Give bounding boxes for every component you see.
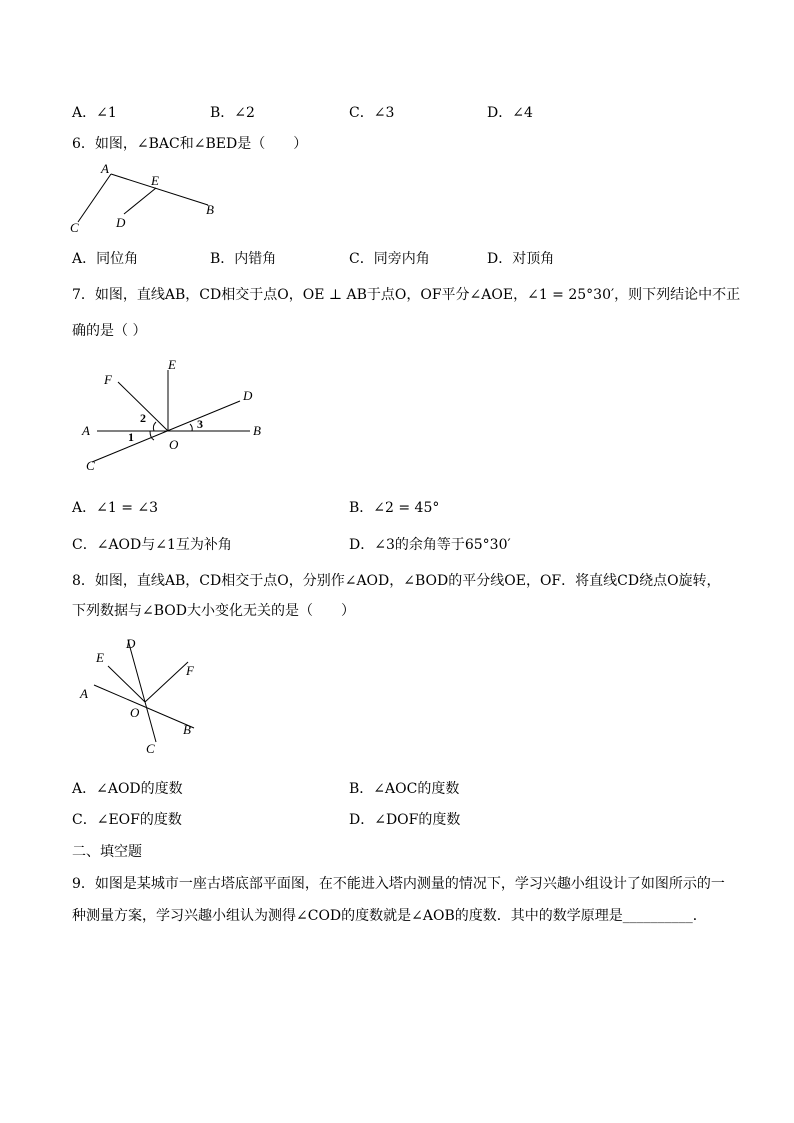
q7-stem-line2: 确的是（ ） xyxy=(72,323,147,339)
q7-label-e: E xyxy=(168,357,176,372)
q6-label-a: A xyxy=(101,161,109,176)
q8-option-a: A．∠AOD的度数 xyxy=(72,781,183,797)
q6-line-ab xyxy=(111,174,208,205)
q5-option-a: A．∠1 xyxy=(72,105,117,121)
q7-arc-1 xyxy=(150,431,154,440)
q6-option-a: A．同位角 xyxy=(72,251,139,267)
q8-label-o: O xyxy=(130,705,140,720)
q8-line-cd xyxy=(128,640,156,742)
q6-label-b: B xyxy=(206,202,214,217)
q9-line1: 9．如图是某城市一座古塔底部平面图，在不能进入塔内测量的情况下，学习兴趣小组设计了如图所示的一 xyxy=(72,876,725,892)
q6-option-b: B．内错角 xyxy=(210,251,277,267)
q7-label-3: 3 xyxy=(197,417,203,431)
q6-label-c: C xyxy=(70,220,79,235)
q8-stem-line1: 8．如图，直线AB，CD相交于点O，分别作∠AOD，∠BOD的平分线OE，OF．将直线CD绕点O旋转， xyxy=(72,573,721,589)
q7-option-c: C．∠AOD与∠1互为补角 xyxy=(72,537,232,553)
q8-option-c: C．∠EOF的度数 xyxy=(72,812,182,828)
q8-label-f: F xyxy=(186,663,194,678)
q8-figure xyxy=(72,630,222,762)
q8-label-e: E xyxy=(96,650,104,665)
q7-arc-3 xyxy=(190,424,192,431)
q7-option-d: D．∠3的余角等于65°30′ xyxy=(349,537,511,553)
q8-option-b: B．∠AOC的度数 xyxy=(349,781,460,797)
q7-label-1: 1 xyxy=(128,430,134,444)
q6-figure xyxy=(60,158,230,240)
q6-line-ed xyxy=(124,188,156,214)
q7-stem-line1: 7．如图，直线AB，CD相交于点O，OE ⊥ AB于点O，OF平分∠AOE，∠1 = 25°30′，则下列结论中不正 xyxy=(72,287,741,303)
q6-line-ac xyxy=(78,174,111,222)
q6-stem: 6．如图，∠BAC和∠BED是（ ） xyxy=(72,136,308,152)
q5-option-c: C．∠3 xyxy=(349,105,395,121)
q7-label-f: F xyxy=(104,372,112,387)
q5-option-b: B．∠2 xyxy=(210,105,255,121)
q5-option-d: D．∠4 xyxy=(487,105,533,121)
q7-label-2: 2 xyxy=(140,411,146,425)
q7-figure xyxy=(72,352,282,477)
q8-line-ab xyxy=(94,685,194,728)
q8-stem-line2: 下列数据与∠BOD大小变化无关的是（ ） xyxy=(72,603,355,619)
q7-label-b: B xyxy=(253,423,261,438)
q7-label-d: D xyxy=(243,388,253,403)
section-title-fill-in: 二、填空题 xyxy=(72,844,142,860)
q7-label-c: C xyxy=(86,458,95,473)
q7-option-a: A．∠1 = ∠3 xyxy=(72,500,159,516)
q7-label-o: O xyxy=(169,437,179,452)
q8-label-d: D xyxy=(126,636,136,651)
q8-option-d: D．∠DOF的度数 xyxy=(349,812,461,828)
q8-label-c: C xyxy=(146,741,155,756)
q6-label-e: E xyxy=(151,173,159,188)
q6-option-c: C．同旁内角 xyxy=(349,251,430,267)
q8-ray-oe xyxy=(108,666,145,702)
q8-label-b: B xyxy=(183,722,191,737)
q7-option-b: B．∠2 = 45° xyxy=(349,500,440,516)
q6-label-d: D xyxy=(116,215,126,230)
q7-label-a: A xyxy=(82,423,90,438)
q6-option-d: D．对顶角 xyxy=(487,251,555,267)
q8-ray-of xyxy=(145,662,188,702)
q8-label-a: A xyxy=(80,686,88,701)
q9-line2: 种测量方案，学习兴趣小组认为测得∠COD的度数就是∠AOB的度数．其中的数学原理是__________． xyxy=(72,908,707,924)
q7-arc-2 xyxy=(153,422,156,431)
